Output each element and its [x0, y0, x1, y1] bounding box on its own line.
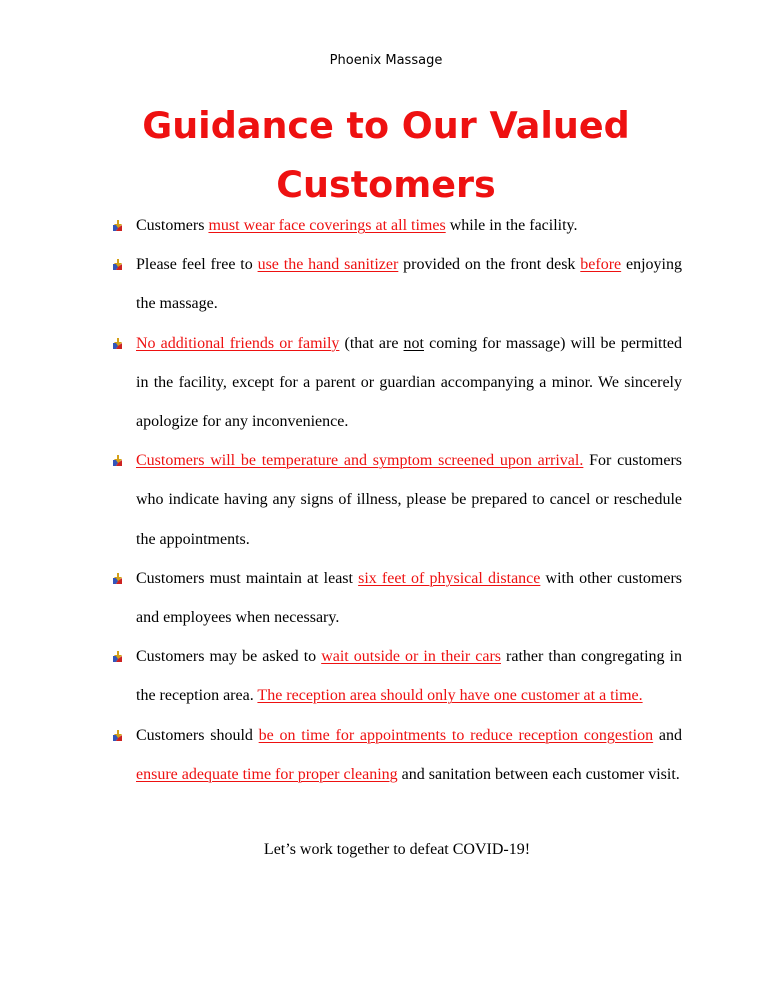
arrow-bullet-icon — [112, 259, 123, 270]
item-text: and sanitation between each customer visit. — [397, 765, 680, 783]
underlined-text: not — [403, 334, 424, 352]
guidance-list — [112, 206, 682, 794]
item-text: For customers who indicate having any signs of illness, please be prepared to cancel or reschedule the appointments. — [136, 452, 682, 548]
arrow-bullet-icon — [112, 220, 123, 231]
item-text: Customers may be asked to — [136, 648, 322, 666]
emphasis-text: be on time for appointments to reduce reception congestion — [258, 726, 654, 744]
arrow-bullet-icon — [112, 651, 123, 662]
emphasis-text: The reception area should only have one customer at a time. — [257, 687, 643, 705]
arrow-bullet-icon — [112, 338, 123, 349]
list-item — [112, 206, 682, 245]
item-text: Customers — [136, 217, 209, 234]
page-header: Phoenix Massage — [329, 53, 443, 68]
arrow-bullet-icon — [112, 573, 123, 584]
item-text: rather than congregating in the reception area. — [136, 648, 683, 705]
item-text: Customers must maintain at least — [136, 569, 359, 587]
arrow-bullet-icon — [112, 455, 123, 466]
item-text: with other customers and employees when necessary. — [136, 569, 683, 627]
item-text: Customers should — [136, 726, 259, 744]
emphasis-text: six feet of physical distance — [358, 569, 541, 587]
item-text: enjoying the massage. — [136, 256, 683, 313]
emphasis-text: wait outside or in their cars — [321, 648, 502, 666]
item-text: Please feel free to — [136, 256, 258, 274]
arrow-bullet-icon — [112, 730, 123, 741]
emphasis-text: Customers will be temperature and symptom screened upon arrival. — [136, 452, 584, 470]
emphasis-text: ensure adequate time for proper cleaning — [136, 765, 398, 783]
emphasis-text: use the hand sanitizer — [257, 256, 399, 274]
list-item — [112, 716, 682, 794]
list-item — [112, 324, 682, 442]
list-item — [112, 441, 682, 559]
item-text: provided on the front desk — [398, 256, 581, 274]
list-item — [112, 559, 682, 637]
item-text: while in the facility. — [445, 217, 578, 234]
emphasis-text: No additional friends or family — [136, 334, 340, 352]
list-item — [112, 245, 682, 323]
emphasis-text: must wear face coverings at all times — [208, 217, 446, 234]
emphasis-text: before — [580, 256, 622, 274]
list-item — [112, 637, 682, 715]
closing-line: Let’s work together to defeat COVID-19! — [263, 841, 531, 858]
item-text: coming for massage) will be permitted in the facility, except for a parent or guardian accompanying a minor. We sincerely apologize for any inconvenience. — [136, 334, 683, 431]
item-text: and — [653, 726, 682, 744]
page-title: Guidance to Our Valued Customers — [142, 104, 630, 206]
item-text: (that are — [339, 334, 404, 352]
